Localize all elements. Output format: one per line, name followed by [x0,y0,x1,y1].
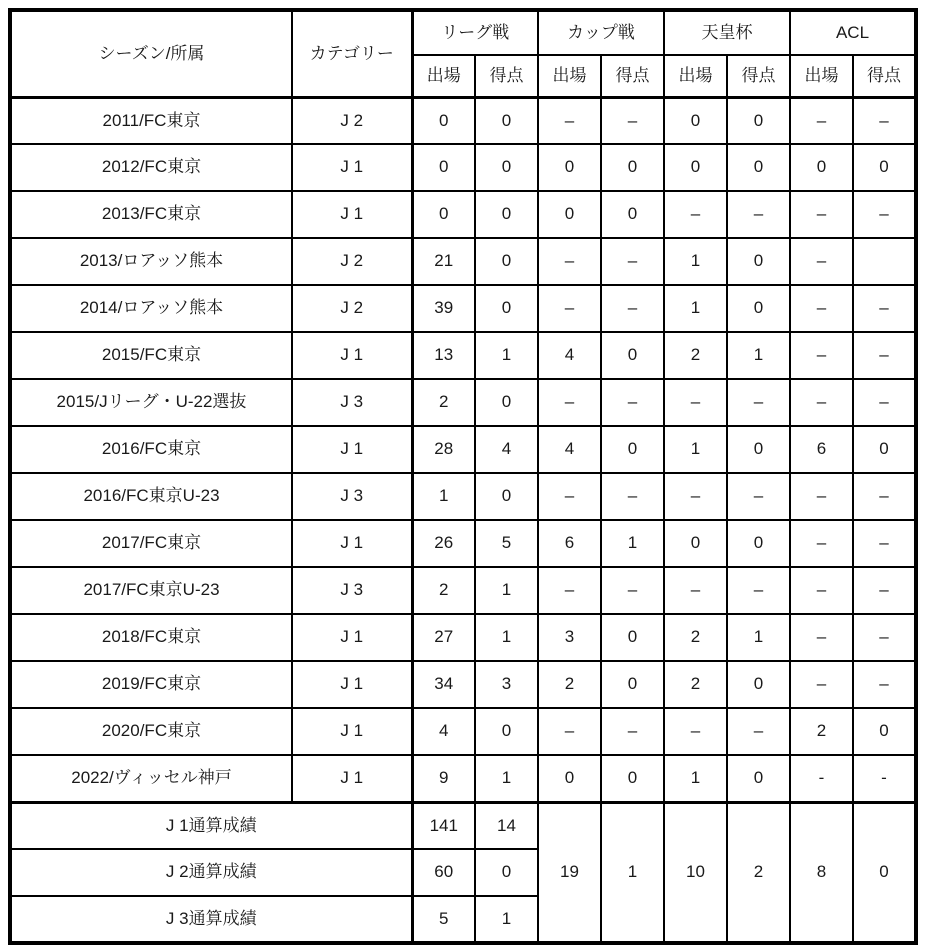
stat-cell-acl-goals: – [853,520,916,567]
stat-cell-emperors-cup-appearances: – [664,191,727,238]
stat-cell-cup-appearances: 2 [538,661,601,708]
stat-cell-emperors-cup-appearances: – [664,379,727,426]
stat-cell-league-appearances: 0 [412,191,475,238]
stat-cell-emperors-cup-appearances: – [664,708,727,755]
table-row [10,614,916,661]
header-cup-appearances: 出場 [538,55,601,97]
season-club-cell: 2017/FC東京U-23 [10,567,292,614]
stat-cell-cup-goals: – [601,473,664,520]
stat-cell-emperors-cup-goals: – [727,191,790,238]
stat-cell-cup-appearances: – [538,567,601,614]
stat-cell-cup-goals: 0 [601,661,664,708]
season-club-cell: 2017/FC東京 [10,520,292,567]
category-cell: J 1 [292,332,412,379]
stat-cell-acl-appearances: – [790,332,853,379]
table-row [10,426,916,473]
season-club-cell: 2013/ロアッソ熊本 [10,238,292,285]
category-cell: J 3 [292,379,412,426]
stat-cell-acl-goals: – [853,661,916,708]
stat-cell-cup-appearances: – [538,285,601,332]
stat-cell-league-goals: 0 [475,708,538,755]
stat-cell-league-appearances: 21 [412,238,475,285]
category-cell: J 1 [292,520,412,567]
table-row [10,755,916,802]
stat-cell-emperors-cup-goals: – [727,473,790,520]
stat-cell-league-appearances: 39 [412,285,475,332]
stat-cell-emperors-cup-goals: 0 [727,285,790,332]
table-row [10,191,916,238]
header-acl-appearances: 出場 [790,55,853,97]
stat-cell-emperors-cup-appearances: – [664,567,727,614]
stat-cell-emperors-cup-goals: 1 [727,332,790,379]
stat-cell-cup-goals: – [601,97,664,144]
stat-cell-cup-appearances: – [538,379,601,426]
stat-cell-league-appearances: 0 [412,97,475,144]
table-row [10,379,916,426]
category-cell: J 3 [292,567,412,614]
stat-cell-acl-appearances: – [790,191,853,238]
stat-cell-cup-appearances: 0 [538,755,601,802]
stat-cell-acl-appearances: 0 [790,144,853,191]
stat-cell-league-goals: 1 [475,614,538,661]
stat-cell-league-goals: 1 [475,332,538,379]
table-row [10,332,916,379]
stat-cell-cup-appearances: – [538,708,601,755]
stat-cell-acl-appearances: – [790,614,853,661]
stat-cell-acl-goals: - [853,755,916,802]
stat-cell-emperors-cup-goals: 0 [727,661,790,708]
stat-cell-emperors-cup-appearances: 0 [664,144,727,191]
header-league-goals: 得点 [475,55,538,97]
stat-cell-acl-appearances: – [790,238,853,285]
stat-cell-acl-appearances: – [790,379,853,426]
summary-label-j3: J 3通算成績 [10,896,412,943]
stat-cell-cup-goals: – [601,379,664,426]
stat-cell-acl-appearances: – [790,285,853,332]
summary-cup-goals: 1 [601,802,664,943]
stat-cell-emperors-cup-goals: 0 [727,144,790,191]
category-cell: J 1 [292,661,412,708]
season-club-cell: 2011/FC東京 [10,97,292,144]
stat-cell-league-appearances: 9 [412,755,475,802]
stat-cell-cup-appearances: 0 [538,144,601,191]
category-cell: J 1 [292,191,412,238]
stat-cell-cup-goals: 0 [601,614,664,661]
header-group-row [10,10,916,55]
header-group-league: リーグ戦 [412,10,538,55]
table-body [10,97,916,802]
stat-cell-acl-goals: – [853,473,916,520]
stat-cell-acl-appearances: – [790,661,853,708]
header-acl-goals: 得点 [853,55,916,97]
stat-cell-emperors-cup-appearances: 0 [664,520,727,567]
stat-cell-league-appearances: 2 [412,567,475,614]
stat-cell-league-appearances: 26 [412,520,475,567]
season-club-cell: 2019/FC東京 [10,661,292,708]
summary-emperors-cup-appearances: 10 [664,802,727,943]
table-row [10,708,916,755]
stat-cell-cup-appearances: 4 [538,332,601,379]
season-club-cell: 2012/FC東京 [10,144,292,191]
summary-label-j1: J 1通算成績 [10,802,412,849]
stat-cell-emperors-cup-goals: 0 [727,97,790,144]
category-cell: J 1 [292,614,412,661]
season-club-cell: 2015/Jリーグ・U-22選抜 [10,379,292,426]
table-header [10,10,916,97]
category-cell: J 1 [292,426,412,473]
stat-cell-acl-appearances: 6 [790,426,853,473]
stat-cell-emperors-cup-goals: – [727,379,790,426]
stat-cell-cup-goals: 1 [601,520,664,567]
stat-cell-emperors-cup-goals: 0 [727,238,790,285]
season-club-cell: 2022/ヴィッセル神戸 [10,755,292,802]
table-summary [10,802,916,943]
table-row [10,567,916,614]
category-cell: J 3 [292,473,412,520]
stat-cell-acl-goals: – [853,191,916,238]
stat-cell-league-appearances: 2 [412,379,475,426]
table-row [10,238,916,285]
stat-cell-league-goals: 0 [475,379,538,426]
stat-cell-cup-goals: 0 [601,426,664,473]
category-cell: J 1 [292,755,412,802]
stat-cell-emperors-cup-goals: 0 [727,520,790,567]
summary-j1-league-appearances: 141 [412,802,475,849]
stat-cell-league-goals: 5 [475,520,538,567]
header-group-cup: カップ戦 [538,10,664,55]
stat-cell-cup-appearances: 4 [538,426,601,473]
stat-cell-league-appearances: 13 [412,332,475,379]
stat-cell-emperors-cup-appearances: 2 [664,661,727,708]
stat-cell-acl-goals [853,238,916,285]
stat-cell-emperors-cup-appearances: 1 [664,426,727,473]
season-club-cell: 2016/FC東京U-23 [10,473,292,520]
stat-cell-cup-goals: 0 [601,755,664,802]
stat-cell-cup-goals: – [601,708,664,755]
summary-acl-appearances: 8 [790,802,853,943]
stat-cell-cup-goals: – [601,567,664,614]
stat-cell-league-appearances: 4 [412,708,475,755]
season-club-cell: 2013/FC東京 [10,191,292,238]
stat-cell-league-goals: 0 [475,144,538,191]
season-club-cell: 2014/ロアッソ熊本 [10,285,292,332]
stat-cell-emperors-cup-appearances: 0 [664,97,727,144]
stat-cell-acl-appearances: – [790,473,853,520]
summary-emperors-cup-goals: 2 [727,802,790,943]
summary-label-j2: J 2通算成績 [10,849,412,896]
table-row [10,285,916,332]
stat-cell-emperors-cup-appearances: 2 [664,614,727,661]
stat-cell-acl-goals: 0 [853,426,916,473]
stat-cell-emperors-cup-goals: 0 [727,755,790,802]
stat-cell-cup-appearances: 0 [538,191,601,238]
stat-cell-league-goals: 0 [475,97,538,144]
summary-j3-league-goals: 1 [475,896,538,943]
header-category: カテゴリー [292,10,412,97]
season-club-cell: 2015/FC東京 [10,332,292,379]
summary-row-j1 [10,802,916,849]
stat-cell-acl-appearances: 2 [790,708,853,755]
header-emperors-cup-appearances: 出場 [664,55,727,97]
header-group-acl: ACL [790,10,916,55]
stat-cell-cup-appearances: 6 [538,520,601,567]
summary-j1-league-goals: 14 [475,802,538,849]
stat-cell-acl-goals: – [853,285,916,332]
stat-cell-acl-goals: – [853,379,916,426]
stat-cell-cup-appearances: – [538,473,601,520]
table-row [10,144,916,191]
stat-cell-emperors-cup-appearances: 2 [664,332,727,379]
stat-cell-league-appearances: 27 [412,614,475,661]
header-emperors-cup-goals: 得点 [727,55,790,97]
season-club-cell: 2020/FC東京 [10,708,292,755]
stat-cell-acl-goals: 0 [853,708,916,755]
header-group-emperors-cup: 天皇杯 [664,10,790,55]
stat-cell-emperors-cup-goals: 0 [727,426,790,473]
stat-cell-acl-goals: – [853,614,916,661]
stat-cell-emperors-cup-goals: 1 [727,614,790,661]
stat-cell-league-goals: 0 [475,285,538,332]
stat-cell-league-appearances: 0 [412,144,475,191]
table-row [10,661,916,708]
header-season-club: シーズン/所属 [10,10,292,97]
stat-cell-cup-goals: – [601,238,664,285]
header-league-appearances: 出場 [412,55,475,97]
summary-j2-league-appearances: 60 [412,849,475,896]
stat-cell-cup-appearances: – [538,238,601,285]
stat-cell-cup-goals: 0 [601,191,664,238]
stat-cell-cup-goals: 0 [601,332,664,379]
category-cell: J 2 [292,97,412,144]
stat-cell-emperors-cup-appearances: – [664,473,727,520]
stat-cell-cup-appearances: – [538,97,601,144]
header-cup-goals: 得点 [601,55,664,97]
stat-cell-acl-goals: – [853,332,916,379]
stat-cell-acl-appearances: – [790,520,853,567]
season-club-cell: 2016/FC東京 [10,426,292,473]
summary-acl-goals: 0 [853,802,916,943]
stat-cell-cup-appearances: 3 [538,614,601,661]
stat-cell-acl-appearances: - [790,755,853,802]
stat-cell-emperors-cup-appearances: 1 [664,755,727,802]
category-cell: J 2 [292,238,412,285]
stat-cell-league-goals: 0 [475,238,538,285]
stat-cell-cup-goals: – [601,285,664,332]
stat-cell-acl-goals: – [853,97,916,144]
stat-cell-league-goals: 0 [475,473,538,520]
stat-cell-acl-goals: 0 [853,144,916,191]
category-cell: J 1 [292,708,412,755]
category-cell: J 1 [292,144,412,191]
stat-cell-league-appearances: 1 [412,473,475,520]
stat-cell-league-goals: 0 [475,191,538,238]
stat-cell-league-goals: 1 [475,567,538,614]
stat-cell-league-appearances: 28 [412,426,475,473]
stat-cell-acl-appearances: – [790,567,853,614]
career-stats-table [8,8,918,945]
stat-cell-league-goals: 1 [475,755,538,802]
table-row [10,97,916,144]
summary-j2-league-goals: 0 [475,849,538,896]
stat-cell-league-appearances: 34 [412,661,475,708]
summary-j3-league-appearances: 5 [412,896,475,943]
stat-cell-league-goals: 4 [475,426,538,473]
table-row [10,473,916,520]
stat-cell-league-goals: 3 [475,661,538,708]
table-row [10,520,916,567]
stat-cell-cup-goals: 0 [601,144,664,191]
stat-cell-emperors-cup-goals: – [727,708,790,755]
stat-cell-emperors-cup-appearances: 1 [664,238,727,285]
category-cell: J 2 [292,285,412,332]
season-club-cell: 2018/FC東京 [10,614,292,661]
stat-cell-acl-appearances: – [790,97,853,144]
stat-cell-acl-goals: – [853,567,916,614]
summary-cup-appearances: 19 [538,802,601,943]
stat-cell-emperors-cup-goals: – [727,567,790,614]
stat-cell-emperors-cup-appearances: 1 [664,285,727,332]
